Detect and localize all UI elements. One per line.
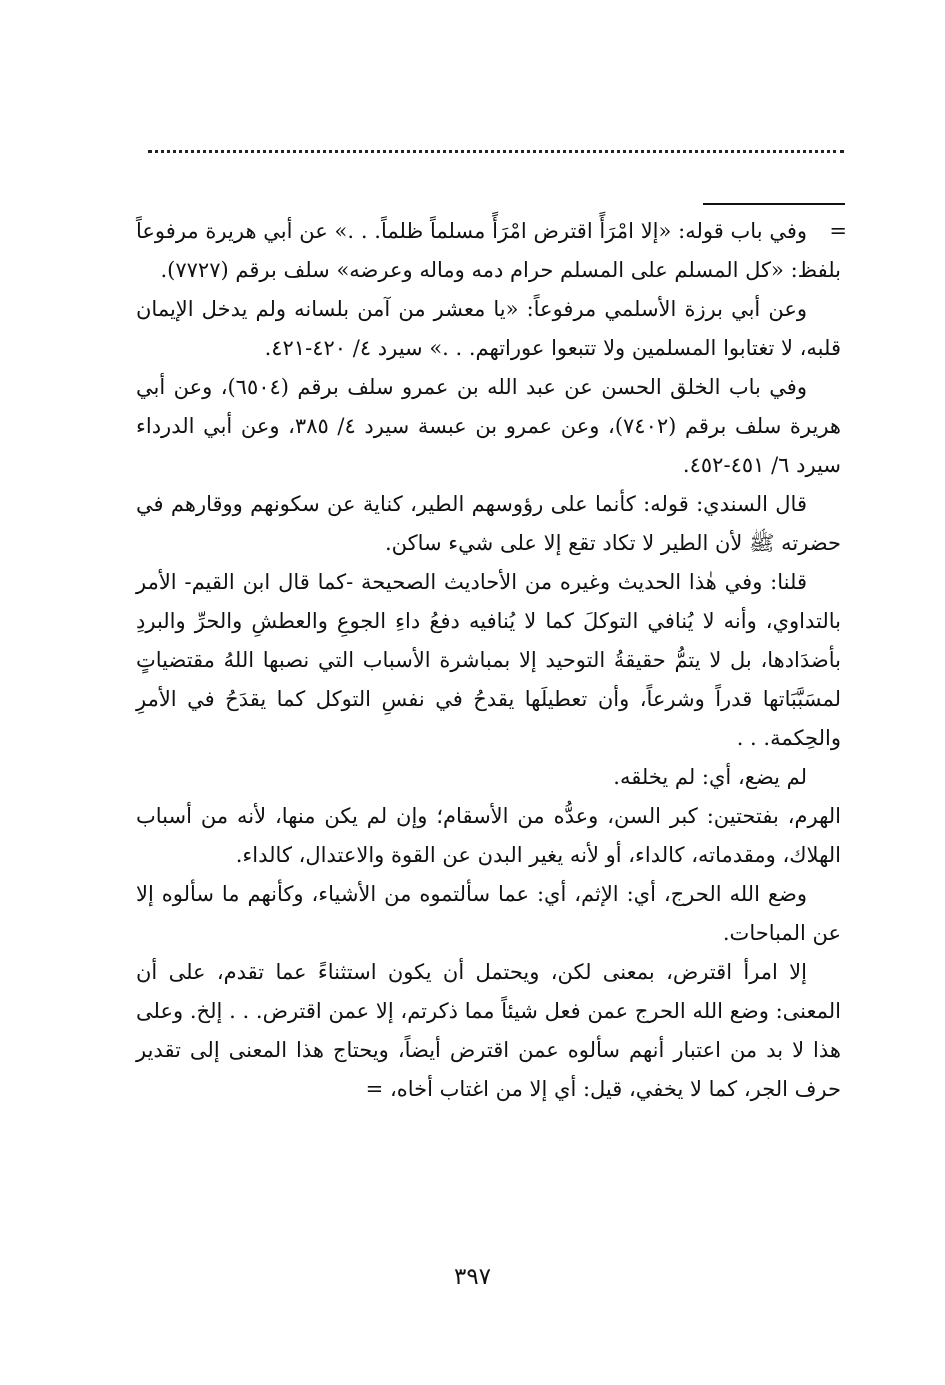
footnote-paragraph: الهرم، بفتحتين: كبر السن، وعدُّه من الأسقام؛ وإن لم يكن منها، لأنه من أسباب الهلاك، ومقدماته، كالداء، أو لأنه يغير البدن عن القوة والاعتدال، كالداء.: [136, 804, 841, 867]
footnote-paragraph: إلا امرأ اقترض، بمعنى لكن، ويحتمل أن يكون استثناءً عما تقدم، على أن المعنى: وضع الله الحرج عمن فعل شيئاً مما ذكرتم، إلا عمن اقترض. . . إلخ. وعلى هذا لا بد من اعتبار أنهم سألوه عمن اقترض أيضاً، ويحتاج هذا المعنى إلى تقدير حرف الجر، كما لا يخفي، قيل: أي إلا من اغتاب أخاه، =: [136, 960, 841, 1101]
page-number: ٣٩٧: [453, 1264, 492, 1290]
footnote-paragraph: قلنا: وفي هٰذا الحديث وغيره من الأحاديث الصحيحة -كما قال ابن القيم- الأمر بالتداوي، وأنه لا يُنافي التوكلَ كما لا يُنافيه دفعُ داءِ الجوعِ والعطشِ والحرِّ والبردِ بأضدَادها، بل لا يتمُّ حقيقةُ التوحيد إلا بمباشرة الأسباب التي نصبها اللهُ مقتضياتٍ لمسَبَّبَاتها قدراً وشرعاً، وأن تعطيلَها يقدحُ في نفسِ التوكل كما يقدَحُ في الأمرِ والحِكمة. . .: [136, 570, 841, 750]
footnote-paragraph: لم يضع، أي: لم يخلقه.: [613, 765, 807, 789]
footnote-rule: [703, 203, 845, 205]
footnote-paragraph: وفي باب الخلق الحسن عن عبد الله بن عمرو سلف برقم (٦٥٠٤)، وعن أبي هريرة سلف برقم (٧٤٠٢)، وعن عمرو بن عبسة سيرد ٤/ ٣٨٥، وعن أبي الدرداء سيرد ٦/ ٤٥١-٤٥٢.: [136, 375, 841, 477]
continuation-mark: =: [829, 219, 847, 243]
footnote-paragraph: وعن أبي برزة الأسلمي مرفوعاً: «يا معشر من آمن بلسانه ولم يدخل الإيمان قلبه، لا تغتابوا المسلمين ولا تتبعوا عوراتهم. . .» سيرد ٤/ ٤٢٠-٤٢١.: [136, 297, 841, 360]
footnote-body: [136, 212, 847, 1109]
footnote-paragraph: قال السندي: قوله: كأنما على رؤوسهم الطير، كناية عن سكونهم ووقارهم في حضرته ﷺ لأن الطير لا تكاد تقع إلا على شيء ساكن.: [136, 492, 841, 555]
footnote-paragraph: وضع الله الحرج، أي: الإثم، أي: عما سألتموه من الأشياء، وكأنهم ما سألوه إلا عن المباحات.: [136, 882, 841, 945]
paragraph-text: وفي باب قوله: «إلا امْرَأً اقترض امْرَأً مسلماً ظلماً. . .» عن أبي هريرة مرفوعاً بلفظ: «كل المسلم على المسلم حرام دمه وماله وعرضه» سلف برقم (٧٧٢٧).: [136, 219, 841, 282]
dotted-separator: [148, 150, 844, 163]
footnote-paragraph: [136, 212, 847, 290]
